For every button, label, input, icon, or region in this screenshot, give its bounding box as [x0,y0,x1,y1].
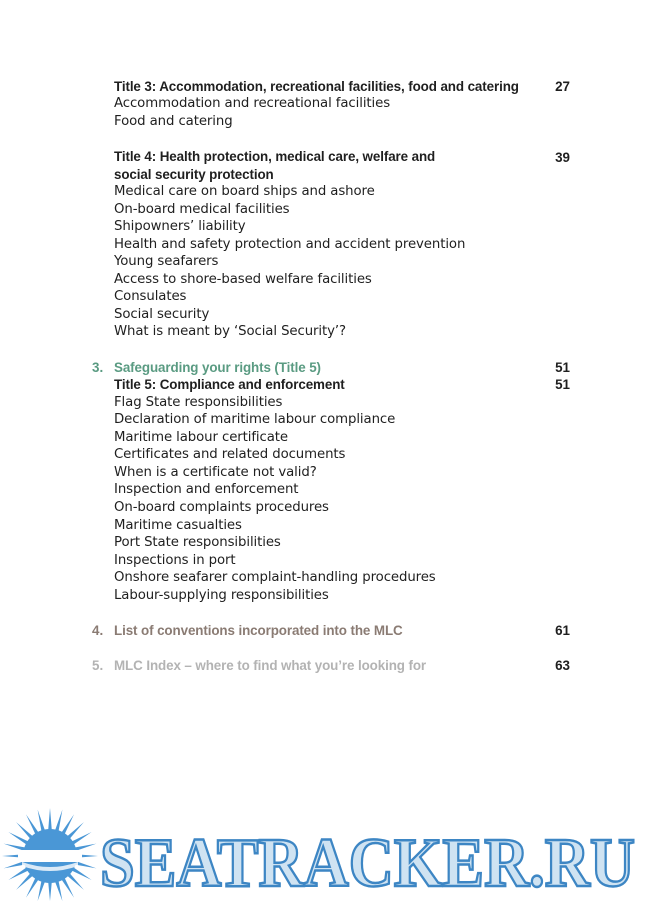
list-item: Shipowners’ liability [114,219,246,234]
title4-page: 39 [555,150,570,165]
section4-heading: List of conventions incorporated into the MLC [114,623,403,638]
sun-logo-icon [2,808,98,901]
sun-ray [55,881,62,901]
sun-ray [61,878,74,898]
list-item: Inspections in port [114,553,236,568]
list-item: Certificates and related documents [114,447,346,462]
list-item: Maritime casualties [114,518,242,533]
title5-page: 51 [555,377,570,392]
title4-heading: Title 4: Health protection, medical care, welfare and social security protection [114,149,436,182]
list-item: Accommodation and recreational facilities [114,96,391,111]
sun-ray [16,822,33,839]
sun-ray [48,882,52,901]
section5-heading: MLC Index – where to find what you’re looking for [114,658,427,673]
list-item: Young seafarers [114,254,219,269]
sun-ray [26,814,39,834]
sun-ray [8,832,28,845]
sun-ray [38,881,45,901]
list-item: Access to shore-based welfare facilities [114,272,372,287]
sun-ray [16,873,33,890]
sun-ray [61,814,74,834]
list-item: On-board medical facilities [114,202,290,217]
sun-ray [4,844,26,851]
list-item: When is a certificate not valid? [114,465,317,480]
list-item: Declaration of maritime labour compliance [114,412,396,427]
section3-heading: Safeguarding your rights (Title 5) [114,360,321,375]
list-item: Medical care on board ships and ashore [114,184,375,199]
watermark [0,800,647,902]
list-item: Social security [114,307,210,322]
section5-number: 5. [92,658,104,673]
list-item: Labour-supplying responsibilities [114,588,329,603]
sun-ray [67,822,84,839]
section3-number: 3. [92,360,104,375]
list-item: Onshore seafarer complaint-handling procedures [114,570,436,585]
title5-heading: Title 5: Compliance and enforcement [114,377,345,392]
list-item: On-board complaints procedures [114,500,329,515]
sun-ray [55,810,62,832]
section4-page: 61 [555,623,570,638]
sun-ray [8,867,28,880]
list-item: Flag State responsibilities [114,395,283,410]
list-item: Food and catering [114,114,233,129]
list-item: Health and safety protection and accident prevention [114,237,466,252]
watermark-text: SEATRACKER.RU [100,825,635,902]
sun-ray [75,844,97,851]
sun-ray [26,878,39,898]
title3-page: 27 [555,79,570,94]
list-item: Port State responsibilities [114,535,281,550]
section3-page: 51 [555,360,570,375]
title3-heading: Title 3: Accommodation, recreational facilities, food and catering [114,79,519,94]
sun-ray [72,832,92,845]
list-item: Inspection and enforcement [114,482,299,497]
list-item: Consulates [114,289,187,304]
sun-ray [67,873,84,890]
sun-ray [72,867,92,880]
sun-ray [48,808,52,830]
sun-ray [38,810,45,832]
list-item: Maritime labour certificate [114,430,288,445]
list-item: What is meant by ‘Social Security’? [114,324,346,339]
section4-number: 4. [92,623,104,638]
section5-page: 63 [555,658,570,673]
